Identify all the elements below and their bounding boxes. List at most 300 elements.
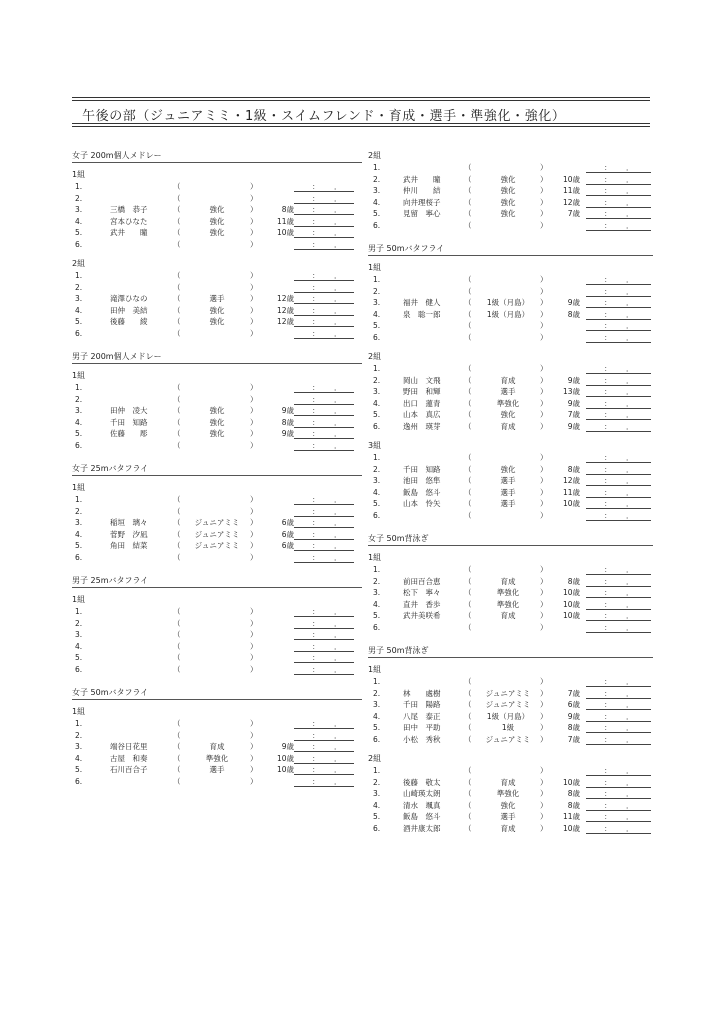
lane-number: 3. (373, 476, 381, 485)
open-paren: （ (464, 487, 472, 497)
time-dot: ． (334, 294, 342, 303)
open-paren: （ (173, 282, 181, 292)
lane-number: 1. (373, 275, 381, 284)
lane-row (368, 197, 653, 209)
open-paren: （ (464, 464, 472, 474)
lane-row (368, 688, 653, 700)
time-dot: ． (334, 305, 342, 315)
time-colon: ： (604, 611, 612, 620)
swimmer-name: 山本 怜矢 (403, 499, 441, 508)
close-paren: ） (540, 800, 548, 810)
lane-number: 2. (75, 394, 83, 404)
close-paren: ） (540, 510, 548, 520)
heat-label: 1組 (72, 595, 86, 604)
time-colon: ： (312, 765, 320, 774)
open-paren: （ (464, 812, 472, 821)
lane-number: 2. (75, 730, 83, 740)
swimmer-class: 選手 (500, 812, 516, 821)
swimmer-name: 佐藤 彫 (110, 429, 148, 438)
lane-row (368, 464, 653, 476)
time-field (586, 464, 651, 475)
close-paren: ） (540, 174, 548, 184)
swimmer-age: 10歳 (562, 174, 580, 184)
open-paren: （ (464, 800, 472, 810)
swimmer-class: 強化 (209, 216, 225, 226)
swimmer-class: 準強化 (496, 599, 520, 609)
lane-row (368, 765, 653, 777)
swimmer-name: 三橋 恭子 (110, 205, 148, 214)
time-colon: ： (312, 518, 320, 527)
swimmer-name: 向井理桜子 (403, 197, 441, 207)
lane-row (72, 664, 362, 676)
time-colon: ： (312, 719, 320, 728)
heat-label: 1組 (72, 170, 86, 179)
time-dot: ． (334, 429, 342, 438)
time-colon: ： (604, 487, 612, 497)
swimmer-name: 池田 悠隼 (403, 476, 441, 485)
open-paren: （ (173, 618, 181, 628)
time-field (586, 398, 651, 409)
swimmer-class: ジュニアミミ (194, 541, 240, 550)
lane-number: 2. (75, 506, 83, 516)
swimmer-class: ジュニアミミ (485, 734, 531, 744)
time-dot: ． (626, 812, 634, 821)
close-paren: ） (250, 271, 258, 280)
lane-number: 3. (373, 298, 381, 307)
time-dot: ． (334, 205, 342, 214)
time-colon: ： (604, 209, 612, 218)
open-paren: （ (173, 506, 181, 516)
time-field (586, 765, 651, 776)
close-paren: ） (250, 776, 258, 786)
time-dot: ． (626, 209, 634, 218)
swimmer-name: 泉 聡一郎 (403, 309, 441, 319)
swimmer-name: 古屋 和奏 (110, 753, 148, 763)
time-dot: ． (626, 588, 634, 597)
open-paren: （ (464, 711, 472, 721)
time-colon: ： (312, 282, 320, 292)
close-paren: ） (250, 641, 258, 651)
event-name: 女子 200m個人メドレー (72, 150, 362, 163)
time-dot: ． (626, 464, 634, 474)
time-colon: ： (312, 417, 320, 427)
swimmer-age: 6歳 (281, 529, 294, 539)
close-paren: ） (540, 677, 548, 686)
close-paren: ） (250, 406, 258, 415)
time-dot: ． (626, 220, 634, 230)
lane-number: 4. (373, 197, 381, 207)
lane-row (72, 764, 362, 776)
time-dot: ． (334, 607, 342, 616)
lane-row (368, 409, 653, 421)
swimmer-class: 1級 (501, 723, 515, 732)
swimmer-name: 八尾 泰正 (403, 711, 441, 721)
lane-number: 2. (75, 193, 83, 203)
time-field (294, 270, 354, 281)
lane-row (368, 699, 653, 711)
time-dot: ． (626, 599, 634, 609)
time-field (294, 517, 354, 528)
lane-number: 4. (373, 398, 381, 408)
swimmer-name: 菅野 汐凪 (110, 529, 148, 539)
heat-label: 1組 (72, 707, 86, 716)
lane-number: 1. (75, 495, 83, 504)
event-block (72, 687, 362, 787)
lane-row (368, 174, 653, 186)
lane-number: 5. (373, 611, 381, 620)
heat-label: 1組 (72, 371, 86, 380)
time-dot: ． (334, 394, 342, 404)
time-field (586, 610, 651, 621)
time-dot: ． (626, 823, 634, 833)
lane-number: 5. (75, 653, 83, 662)
lane-number: 3. (75, 205, 83, 214)
time-dot: ． (334, 239, 342, 249)
close-paren: ） (250, 529, 258, 539)
close-paren: ） (540, 777, 548, 787)
close-paren: ） (250, 317, 258, 326)
open-paren: （ (173, 417, 181, 427)
time-field (586, 722, 651, 733)
time-field (586, 363, 651, 374)
open-paren: （ (464, 421, 472, 431)
swimmer-age: 6歳 (567, 700, 580, 709)
time-colon: ： (312, 618, 320, 628)
lane-number: 1. (75, 607, 83, 616)
swimmer-age: 9歳 (567, 398, 580, 408)
open-paren: （ (464, 174, 472, 184)
time-colon: ： (604, 174, 612, 184)
lane-row (368, 286, 653, 298)
open-paren: （ (464, 286, 472, 296)
lane-row (72, 552, 362, 564)
time-dot: ． (626, 421, 634, 431)
swimmer-name: 林 處樹 (403, 688, 441, 698)
heat-gap (72, 250, 362, 258)
open-paren: （ (173, 305, 181, 315)
swimmer-age: 7歳 (567, 734, 580, 744)
time-field (586, 421, 651, 432)
time-field (586, 699, 651, 710)
time-field (294, 305, 354, 316)
event-name: 女子 50mバタフライ (72, 687, 362, 700)
close-paren: ） (540, 186, 548, 195)
swimmer-age: 9歳 (281, 429, 294, 438)
close-paren: ） (540, 711, 548, 721)
time-dot: ． (626, 677, 634, 686)
time-colon: ： (604, 476, 612, 485)
lane-row (368, 297, 653, 309)
time-field (294, 239, 354, 250)
time-dot: ． (626, 487, 634, 497)
open-paren: （ (464, 332, 472, 342)
time-colon: ： (312, 641, 320, 651)
swimmer-age: 8歳 (567, 800, 580, 810)
time-dot: ． (334, 541, 342, 550)
time-colon: ： (604, 275, 612, 284)
time-field (586, 386, 651, 397)
close-paren: ） (540, 812, 548, 821)
time-dot: ． (626, 375, 634, 385)
lane-row (72, 282, 362, 294)
swimmer-name: 逸州 瑛芽 (403, 421, 441, 431)
lane-row (368, 363, 653, 375)
swimmer-name: 仲川 結 (403, 186, 441, 195)
close-paren: ） (540, 622, 548, 632)
event-name: 男子 50mバタフライ (368, 243, 653, 256)
swimmer-class: 強化 (500, 410, 516, 419)
swimmer-age: 10歳 (562, 777, 580, 787)
lane-number: 5. (75, 429, 83, 438)
lane-number: 3. (75, 742, 83, 751)
swimmer-age: 12歳 (562, 476, 580, 485)
close-paren: ） (540, 421, 548, 431)
close-paren: ） (250, 607, 258, 616)
lane-number: 2. (373, 777, 381, 787)
lane-row (72, 517, 362, 529)
swimmer-class: 育成 (500, 421, 516, 431)
swimmer-class: 強化 (500, 209, 516, 218)
lane-row (368, 185, 653, 197)
open-paren: （ (173, 630, 181, 639)
swimmer-age: 11歳 (562, 487, 580, 497)
lane-number: 5. (373, 499, 381, 508)
time-field (294, 730, 354, 741)
time-colon: ： (604, 163, 612, 172)
swimmer-name: 松下 寧々 (403, 588, 441, 597)
time-colon: ： (312, 394, 320, 404)
time-colon: ： (312, 440, 320, 450)
time-field (294, 181, 354, 192)
lane-number: 4. (373, 309, 381, 319)
open-paren: （ (464, 476, 472, 485)
open-paren: （ (173, 429, 181, 438)
open-paren: （ (464, 186, 472, 195)
time-field (294, 629, 354, 640)
swimmer-age: 12歳 (562, 197, 580, 207)
swimmer-age: 8歳 (567, 576, 580, 586)
lane-number: 2. (373, 174, 381, 184)
lane-row (72, 239, 362, 251)
swimmer-class: 強化 (209, 228, 225, 237)
lane-number: 6. (75, 776, 83, 786)
time-colon: ： (312, 529, 320, 539)
lane-number: 3. (373, 789, 381, 798)
swimmer-class: 強化 (209, 429, 225, 438)
swimmer-age: 10歳 (562, 599, 580, 609)
open-paren: （ (464, 453, 472, 462)
time-dot: ． (626, 576, 634, 586)
lane-number: 3. (75, 518, 83, 527)
close-paren: ） (540, 197, 548, 207)
close-paren: ） (540, 464, 548, 474)
time-colon: ： (312, 495, 320, 504)
heat-label: 2組 (72, 259, 86, 268)
close-paren: ） (250, 753, 258, 763)
time-colon: ： (604, 823, 612, 833)
time-dot: ． (626, 321, 634, 330)
lane-row (72, 382, 362, 394)
time-dot: ． (334, 641, 342, 651)
open-paren: （ (464, 375, 472, 385)
time-field (586, 487, 651, 498)
lane-number: 1. (373, 163, 381, 172)
open-paren: （ (173, 664, 181, 674)
open-paren: （ (464, 410, 472, 419)
lane-number: 3. (373, 588, 381, 597)
lane-number: 1. (373, 766, 381, 775)
lane-number: 6. (373, 220, 381, 230)
lane-row (368, 220, 653, 232)
time-colon: ： (604, 510, 612, 520)
time-field (294, 293, 354, 304)
time-colon: ： (604, 286, 612, 296)
lane-number: 1. (75, 182, 83, 191)
time-field (586, 162, 651, 173)
lane-row (368, 320, 653, 332)
lane-row (72, 394, 362, 406)
close-paren: ） (250, 228, 258, 237)
time-colon: ： (604, 332, 612, 342)
time-dot: ． (334, 506, 342, 516)
lane-row (368, 375, 653, 387)
time-dot: ． (334, 495, 342, 504)
time-field (294, 741, 354, 752)
lane-number: 3. (75, 630, 83, 639)
close-paren: ） (540, 789, 548, 798)
close-paren: ） (540, 163, 548, 172)
open-paren: （ (464, 622, 472, 632)
event-block (368, 243, 653, 521)
time-field (294, 494, 354, 505)
open-paren: （ (464, 723, 472, 732)
open-paren: （ (464, 209, 472, 218)
lane-row (368, 421, 653, 433)
time-field (586, 800, 651, 811)
time-dot: ． (626, 499, 634, 508)
time-colon: ： (312, 383, 320, 392)
swimmer-name: 後藤 綾 (110, 317, 148, 326)
time-colon: ： (604, 421, 612, 431)
swimmer-name: 酒井康太郎 (403, 823, 441, 833)
time-colon: ： (312, 216, 320, 226)
close-paren: ） (540, 209, 548, 218)
time-colon: ： (312, 730, 320, 740)
swimmer-name: 出口 蓮青 (403, 398, 441, 408)
close-paren: ） (250, 394, 258, 404)
time-field (586, 332, 651, 343)
swimmer-name: 前田百合恵 (403, 576, 441, 586)
time-field (294, 417, 354, 428)
lane-row (72, 540, 362, 552)
close-paren: ） (250, 328, 258, 338)
time-dot: ． (334, 216, 342, 226)
lane-number: 5. (373, 321, 381, 330)
time-field (586, 823, 651, 834)
close-paren: ） (540, 611, 548, 620)
time-field (586, 309, 651, 320)
swimmer-class: ジュニアミミ (194, 518, 240, 527)
swimmer-class: 強化 (500, 464, 516, 474)
time-colon: ： (604, 812, 612, 821)
time-field (586, 564, 651, 575)
time-colon: ： (312, 776, 320, 786)
close-paren: ） (250, 719, 258, 728)
time-field (586, 452, 651, 463)
close-paren: ） (540, 700, 548, 709)
swimmer-age: 10歳 (276, 753, 294, 763)
close-paren: ） (250, 239, 258, 249)
swimmer-name: 角田 結菜 (110, 541, 148, 550)
page-title: 午後の部（ジュニアミミ・1級・スイムフレンド・育成・選手・準強化・強化） (82, 109, 566, 124)
swimmer-name: 千田 陽路 (403, 700, 441, 709)
time-dot: ． (626, 298, 634, 307)
lane-row (368, 587, 653, 599)
open-paren: （ (464, 789, 472, 798)
lane-number: 6. (75, 440, 83, 450)
lane-row (72, 193, 362, 205)
time-dot: ． (626, 611, 634, 620)
lane-row (368, 676, 653, 688)
open-paren: （ (464, 163, 472, 172)
lane-row (368, 622, 653, 634)
swimmer-age: 9歳 (567, 298, 580, 307)
time-dot: ． (334, 753, 342, 763)
close-paren: ） (250, 506, 258, 516)
lane-number: 4. (75, 417, 83, 427)
swimmer-class: ジュニアミミ (194, 529, 240, 539)
close-paren: ） (250, 193, 258, 203)
time-colon: ： (604, 565, 612, 574)
close-paren: ） (250, 730, 258, 740)
time-field (294, 652, 354, 663)
time-colon: ： (312, 239, 320, 249)
time-field (294, 316, 354, 327)
swimmer-class: 育成 (500, 823, 516, 833)
close-paren: ） (540, 588, 548, 597)
swimmer-class: 準強化 (205, 753, 229, 763)
time-colon: ： (604, 723, 612, 732)
lane-number: 6. (373, 622, 381, 632)
time-colon: ： (604, 321, 612, 330)
time-dot: ． (334, 653, 342, 662)
close-paren: ） (250, 618, 258, 628)
lane-row (368, 274, 653, 286)
open-paren: （ (464, 576, 472, 586)
event-block (368, 150, 653, 231)
lane-number: 6. (373, 823, 381, 833)
lane-number: 5. (373, 723, 381, 732)
page-title-box (72, 97, 650, 127)
time-colon: ： (604, 398, 612, 408)
open-paren: （ (173, 328, 181, 338)
time-field (586, 676, 651, 687)
time-field (294, 282, 354, 293)
event-block (368, 533, 653, 633)
lane-number: 1. (373, 565, 381, 574)
open-paren: （ (173, 607, 181, 616)
time-dot: ． (334, 193, 342, 203)
time-dot: ． (334, 529, 342, 539)
swimmer-name: 千田 知路 (403, 464, 441, 474)
close-paren: ） (540, 364, 548, 373)
close-paren: ） (540, 375, 548, 385)
open-paren: （ (464, 364, 472, 373)
close-paren: ） (540, 387, 548, 396)
time-colon: ： (604, 711, 612, 721)
time-field (294, 664, 354, 675)
time-dot: ． (334, 406, 342, 415)
